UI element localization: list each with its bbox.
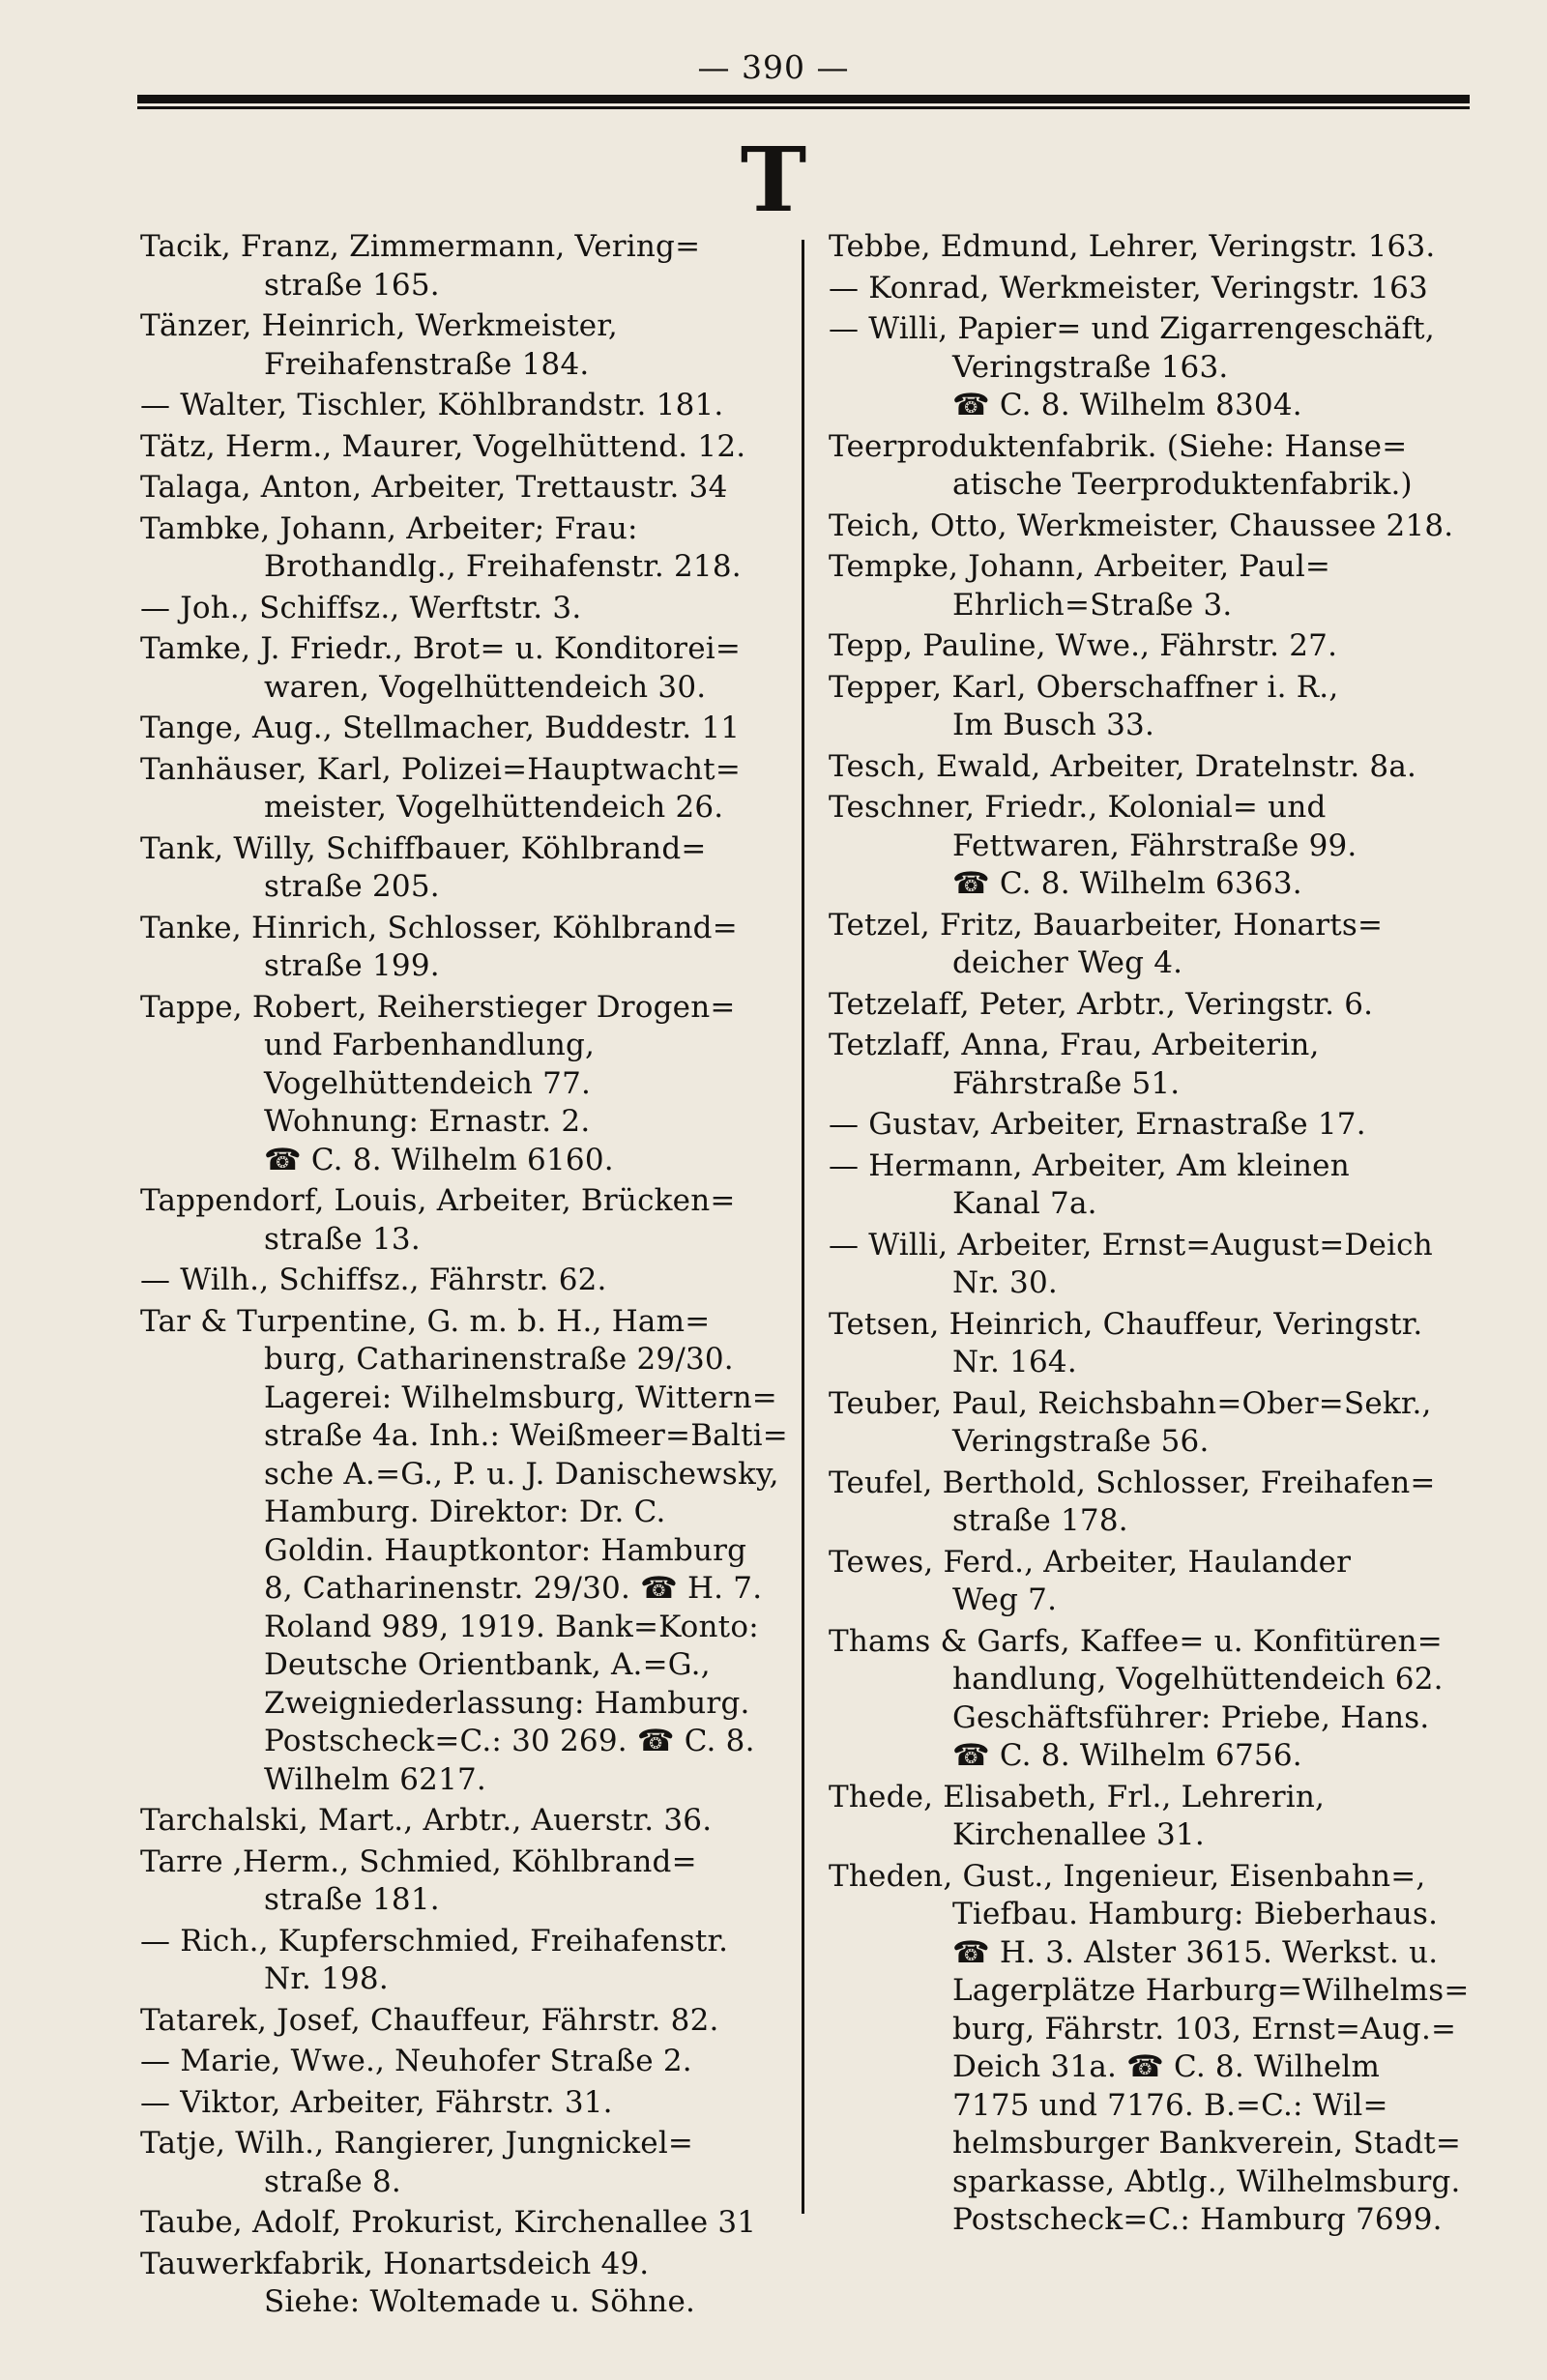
entry-line-first: Thede, Elisabeth, Frl., Lehrerin, [829,1779,1326,1814]
directory-entry [829,1027,1476,1103]
entry-line-continuation: Siehe: Woltemade u. Söhne. [264,2284,696,2319]
directory-entry [140,2084,783,2123]
entry-line-continuation: helmsburger Bankverein, Stadt= [952,2126,1462,2161]
entry-line-continuation: Weg 7. [952,1582,1058,1617]
directory-entry [140,469,783,508]
entry-line-continuation: Fährstraße 51. [952,1065,1181,1101]
entry-line-continuation: Wilhelm 6217. [264,1761,486,1797]
entry-line-first: Tanke, Hinrich, Schlosser, Köhlbrand= [140,910,738,945]
directory-entry [829,1623,1476,1776]
entry-line-first: Tempke, Johann, Arbeiter, Paul= [829,549,1331,584]
entry-line-first: Tauwerkfabrik, Honartsdeich 49. [140,2246,650,2281]
directory-entry [829,1147,1476,1224]
entry-line-continuation: Postscheck=C.: 30 269. ☎ C. 8. [264,1724,755,1758]
directory-entry [140,630,783,707]
entry-line-continuation: Nr. 198. [264,1961,389,1996]
directory-entry [829,310,1476,425]
directory-entry [140,590,783,628]
directory-entry [829,789,1476,904]
entry-line-first: Talaga, Anton, Arbeiter, Trettaustr. 34 [140,470,728,505]
entry-line-first: — Viktor, Arbeiter, Fährstr. 31. [140,2084,613,2120]
entry-line-first: Tepp, Pauline, Wwe., Fährstr. 27. [829,628,1338,663]
directory-entry [829,627,1476,666]
entry-line-first: Tatje, Wilh., Rangierer, Jungnickel= [140,2126,694,2161]
entry-line-first: Tebbe, Edmund, Lehrer, Veringstr. 163. [829,229,1436,264]
entry-line-continuation: straße 4a. Inh.: Weißmeer=Balti= [264,1418,788,1453]
directory-entry [140,1303,788,1800]
entry-line-continuation: ☎ C. 8. Wilhelm 6160. [264,1142,614,1177]
entry-line-first: — Marie, Wwe., Neuhofer Straße 2. [140,2044,692,2078]
directory-entry [140,2043,783,2081]
directory-entry [829,548,1476,624]
directory-entry [829,1227,1476,1303]
header-rule-thick [137,95,1470,103]
entry-line-continuation: Nr. 164. [952,1345,1077,1379]
directory-entry [829,228,1476,267]
directory-entry [140,2246,783,2322]
directory-entry [140,1182,783,1259]
entry-line-first: Tange, Aug., Stellmacher, Buddestr. 11 [140,711,741,745]
entry-line-first: Teuber, Paul, Reichsbahn=Ober=Sekr., [829,1385,1432,1421]
directory-entry [829,1465,1476,1541]
directory-entry [140,2125,783,2201]
entry-line-continuation: Deich 31a. ☎ C. 8. Wilhelm [952,2049,1381,2084]
entry-line-continuation: ☎ H. 3. Alster 3615. Werkst. u. [952,1934,1439,1970]
entry-line-continuation: Geschäftsführer: Priebe, Hans. [952,1699,1430,1735]
entry-line-continuation: waren, Vogelhüttendeich 30. [264,669,707,705]
directory-entry [140,2002,783,2041]
entry-line-first: Tetzelaff, Peter, Arbtr., Veringstr. 6. [829,986,1374,1022]
entry-line-continuation: Im Busch 33. [952,708,1155,742]
entry-line-first: Teich, Otto, Werkmeister, Chaussee 218. [829,508,1454,543]
entry-line-first: — Willi, Arbeiter, Ernst=August=Deich [829,1227,1433,1263]
directory-entry [829,270,1476,308]
entry-line-continuation: sparkasse, Abtlg., Wilhelmsburg. [952,2163,1461,2199]
entry-line-first: Tetsen, Heinrich, Chauffeur, Veringstr. [829,1306,1423,1342]
directory-entry [140,910,783,986]
entry-line-first: Theden, Gust., Ingenieur, Eisenbahn=, [829,1858,1426,1894]
entry-line-first: — Joh., Schiffsz., Werftstr. 3. [140,590,582,625]
directory-entry [829,1544,1476,1620]
entry-line-continuation: meister, Vogelhüttendeich 26. [264,790,724,825]
entry-line-continuation: deicher Weg 4. [952,945,1183,980]
page-number: — 390 — [697,48,850,86]
entry-line-continuation: Veringstraße 163. [952,349,1229,385]
entry-line-first: Tamke, J. Friedr., Brot= u. Konditorei= [140,631,742,666]
entry-line-continuation: straße 178. [952,1503,1128,1538]
entry-line-first: Tarre ,Herm., Schmied, Köhlbrand= [140,1843,697,1879]
directory-entry [140,989,783,1180]
entry-line-continuation: straße 181. [264,1882,440,1917]
entry-line-continuation: Deutsche Orientbank, A.=G., [264,1647,711,1682]
directory-entry [140,830,783,907]
directory-entry [829,428,1476,505]
entry-line-continuation: Kirchenallee 31. [952,1817,1205,1852]
entry-line-continuation: Lagerplätze Harburg=Wilhelms= [952,1973,1470,2008]
entry-line-first: Tappe, Robert, Reiherstieger Drogen= [140,989,736,1025]
directory-entry [829,669,1476,745]
entry-line-first: — Walter, Tischler, Köhlbrandstr. 181. [140,388,724,422]
directory-entry [829,907,1476,983]
entry-line-continuation: atische Teerproduktenfabrik.) [952,467,1413,502]
entry-line-first: Tambke, Johann, Arbeiter; Frau: [140,510,638,546]
entry-line-continuation: Veringstraße 56. [952,1424,1210,1459]
entry-line-continuation: burg, Fährstr. 103, Ernst=Aug.= [952,2011,1457,2046]
directory-entry [829,986,1476,1025]
entry-line-continuation: Tiefbau. Hamburg: Bieberhaus. [952,1897,1439,1931]
header-rule-thin [137,106,1470,109]
left-column [140,228,788,2325]
entry-line-continuation: Roland 989, 1919. Bank=Konto: [264,1609,759,1644]
directory-entry [140,1923,783,1999]
entry-line-first: Teschner, Friedr., Kolonial= und [829,790,1327,825]
entry-line-continuation: Postscheck=C.: Hamburg 7699. [952,2202,1443,2237]
directory-entry [829,748,1476,787]
entry-line-first: Taube, Adolf, Prokurist, Kirchenallee 31 [140,2205,757,2240]
entry-line-first: Tank, Willy, Schiffbauer, Köhlbrand= [140,830,707,866]
entry-line-first: — Gustav, Arbeiter, Ernastraße 17. [829,1107,1366,1142]
directory-entry [140,428,783,467]
entry-line-continuation: 8, Catharinenstr. 29/30. ☎ H. 7. [264,1571,763,1606]
entry-line-first: — Rich., Kupferschmied, Freihafenstr. [140,1923,729,1959]
entry-line-first: Tetzel, Fritz, Bauarbeiter, Honarts= [829,907,1384,943]
entry-line-continuation: Zweigniederlassung: Hamburg. [264,1685,750,1721]
directory-entry [140,307,783,384]
entry-line-first: Tappendorf, Louis, Arbeiter, Brücken= [140,1183,736,1218]
directory-entry [140,1262,783,1300]
entry-line-continuation: 7175 und 7176. B.=C.: Wil= [952,2087,1388,2123]
directory-entry [829,1106,1476,1145]
entry-line-first: Tar & Turpentine, G. m. b. H., Ham= [140,1303,711,1339]
directory-entry [829,1779,1476,1855]
directory-entry [140,751,783,827]
entry-line-continuation: Fettwaren, Fährstraße 99. [952,827,1357,863]
entry-line-continuation: straße 13. [264,1221,421,1257]
entry-line-continuation: Brothandlg., Freihafenstr. 218. [264,549,742,584]
entry-line-first: — Hermann, Arbeiter, Am kleinen [829,1147,1350,1183]
entry-line-continuation: Lagerei: Wilhelmsburg, Wittern= [264,1379,777,1415]
entry-line-first: — Konrad, Werkmeister, Veringstr. 163 [829,270,1428,305]
section-letter: T [740,128,807,232]
entry-line-continuation: Goldin. Hauptkontor: Hamburg [264,1532,747,1568]
directory-entry [140,710,783,748]
entry-line-continuation: handlung, Vogelhüttendeich 62. [952,1662,1444,1697]
entry-line-first: Tepper, Karl, Oberschaffner i. R., [829,669,1339,705]
entry-line-continuation: straße 8. [264,2163,401,2199]
directory-entry [829,1385,1476,1462]
entry-line-continuation: Hamburg. Direktor: Dr. C. [264,1495,666,1529]
directory-entry [140,387,783,425]
entry-line-continuation: Ehrlich=Straße 3. [952,587,1233,623]
entry-line-continuation: ☎ C. 8. Wilhelm 8304. [952,388,1302,422]
entry-line-first: Tacik, Franz, Zimmermann, Vering= [140,229,701,264]
right-column [829,228,1476,2243]
entry-line-continuation: sche A.=G., P. u. J. Danischewsky, [264,1456,779,1492]
entry-line-continuation: Freihafenstraße 184. [264,346,590,382]
directory-entry [140,228,783,305]
entry-line-continuation: und Farbenhandlung, [264,1028,596,1062]
directory-entry [829,1858,1476,2240]
entry-line-continuation: Vogelhüttendeich 77. [264,1065,592,1101]
directory-entry [829,1306,1476,1382]
entry-line-first: Tetzlaff, Anna, Frau, Arbeiterin, [829,1028,1320,1062]
directory-entry [829,508,1476,546]
entry-line-continuation: ☎ C. 8. Wilhelm 6756. [952,1738,1302,1773]
entry-line-continuation: straße 165. [264,267,440,303]
entry-line-continuation: ☎ C. 8. Wilhelm 6363. [952,866,1302,901]
entry-line-first: Tätz, Herm., Maurer, Vogelhüttend. 12. [140,428,746,464]
entry-line-continuation: straße 205. [264,869,440,904]
entry-line-first: Tesch, Ewald, Arbeiter, Dratelnstr. 8a. [829,748,1417,784]
directory-entry [140,2204,783,2243]
entry-line-first: — Willi, Papier= und Zigarrengeschäft, [829,311,1435,346]
entry-line-first: Thams & Garfs, Kaffee= u. Konfitüren= [829,1623,1443,1659]
entry-line-continuation: burg, Catharinenstraße 29/30. [264,1342,734,1377]
entry-line-first: Tatarek, Josef, Chauffeur, Fährstr. 82. [140,2002,719,2038]
entry-line-continuation: Wohnung: Ernastr. 2. [264,1104,591,1139]
directory-entry [140,1843,783,1920]
directory-entry [140,510,783,587]
column-divider [802,240,804,2214]
entry-line-first: — Wilh., Schiffsz., Fährstr. 62. [140,1263,607,1297]
entry-line-first: Teufel, Berthold, Schlosser, Freihafen= [829,1465,1436,1500]
entry-line-first: Tänzer, Heinrich, Werkmeister, [140,308,618,343]
entry-line-continuation: Kanal 7a. [952,1186,1097,1221]
entry-line-first: Tewes, Ferd., Arbeiter, Haulander [829,1544,1352,1580]
entry-line-first: Tarchalski, Mart., Arbtr., Auerstr. 36. [140,1803,713,1838]
entry-line-first: Tanhäuser, Karl, Polizei=Hauptwacht= [140,751,742,787]
entry-line-first: Teerproduktenfabrik. (Siehe: Hanse= [829,428,1408,464]
entry-line-continuation: straße 199. [264,948,440,983]
entry-line-continuation: Nr. 30. [952,1265,1058,1300]
directory-entry [140,1802,783,1841]
